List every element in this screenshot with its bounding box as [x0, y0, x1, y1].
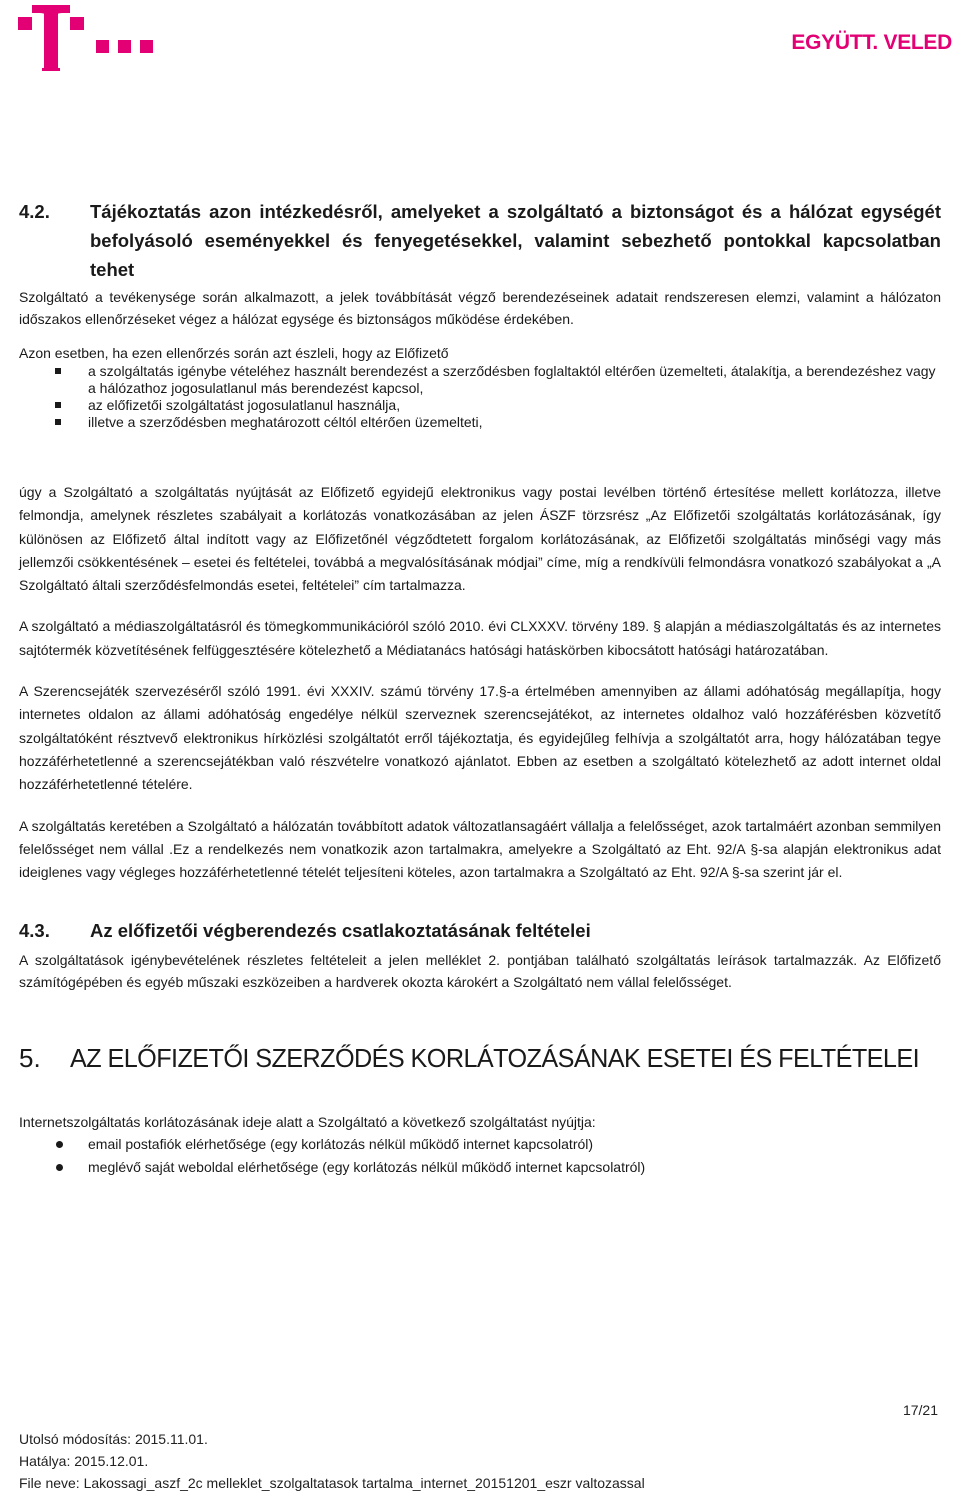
section-title: AZ ELŐFIZETŐI SZERZŐDÉS KORLÁTOZÁSÁNAK ESETEI ÉS FELTÉTELEI	[70, 1043, 920, 1074]
list-item: email postafiók elérhetősége (egy korlátozás nélkül működő internet kapcsolatról)	[19, 1133, 941, 1156]
brand-slogan: EGYÜTT. VELED	[791, 31, 952, 54]
paragraph: A szolgáltató a médiaszolgáltatásról és tömegkommunikációról szóló 2010. évi CLXXXV. törvény 189. § alapján a médiaszolgáltatás és az internetes sajtótermék közvetítésének felfüggesztésére kötelezhető a Médiatanács hatósági hatáskörben kibocsátott hatósági határozatában.	[19, 618, 941, 658]
list-item: a szolgáltatás igénybe vételéhez használt berendezést a szerződésben foglaltaktól eltérően üzemelteti, átalakítja, a berendezéshez vagy a hálózathoz jogosulatlanul más berendezést kapcsol,	[19, 363, 941, 397]
paragraph: A szolgáltatások igénybevételének részletes feltételeit a jelen melléklet 2. pontjában található szolgáltatás leírások tartalmazzák. Az Előfizető számítógépében és egyéb műszaki eszközeiben a hardverek okozta károkért a Szolgáltató nem vállal felelősséget.	[19, 952, 941, 991]
telekom-t-logo-icon	[18, 5, 153, 71]
section-5-heading	[19, 1041, 941, 1075]
section-number: 4.2.	[19, 201, 50, 222]
paragraph: Internetszolgáltatás korlátozásának ideje alatt a Szolgáltató a következő szolgáltatást nyújtja:	[19, 1114, 596, 1131]
document-body	[19, 197, 941, 1179]
section-title: Az előfizetői végberendezés csatlakoztatásának feltételei	[90, 920, 591, 942]
file-name: File neve: Lakossagi_aszf_2c melleklet_szolgaltatasok tartalma_internet_20151201_eszr valtozassal	[19, 1475, 645, 1491]
square-bullet-icon	[55, 402, 61, 408]
list-item: illetve a szerződésben meghatározott céltól eltérően üzemelteti,	[19, 414, 941, 431]
list-item: meglévő saját weboldal elérhetősége (egy korlátozás nélkül működő internet kapcsolatról)	[19, 1156, 941, 1179]
square-bullet-icon	[55, 419, 61, 425]
effective-date: Hatálya: 2015.12.01.	[19, 1453, 149, 1469]
bullet-list	[19, 363, 941, 431]
page-footer	[19, 1428, 645, 1494]
section-title: Tájékoztatás azon intézkedésről, amelyeket a szolgáltató a biztonságot és a hálózat egységét befolyásoló eseményekkel és fenyegetésekkel, valamint sebezhető pontokkal kapcsolatban tehet	[90, 201, 941, 280]
section-number: 4.3.	[19, 920, 50, 942]
paragraph: Azon esetben, ha ezen ellenőrzés során azt észleli, hogy az Előfizető	[19, 345, 449, 361]
section-number: 5.	[19, 1043, 41, 1074]
paragraph: A Szerencsejáték szervezéséről szóló 1991. évi XXXIV. számú törvény 17.§-a értelmében amennyiben az állami adóhatóság megállapítja, hogy internetes oldalon az állami adóhatóság engedélye nélkül szerveznek szerencsejátékot, az internetes oldalhoz való hozzáférésben közvetítő szolgáltatóként résztvevő elektronikus hírközlési szolgáltatót erről tájékoztatja, és egyidejűleg felhívja a szolgáltatót arra, hogy hálózatában tegye hozzáférhetetlenné a szerencsejátékban való részvételre vonatkozó ajánlatot. Ebben az esetben a szolgáltató kötelezhető az adott internet oldal hozzáférhetetlenné tételére.	[19, 683, 941, 793]
paragraph: úgy a Szolgáltató a szolgáltatás nyújtását az Előfizető egyidejű elektronikus vagy postai levélben történő értesítése mellett korlátozza, illetve felmondja, amelynek részletes szabályait a korlátozás vonatkozásában az jelen ÁSZF törzsrész „Az Előfizetői szolgáltatás korlátozásának, így különösen az Előfizető által indított vagy az Előfizetőnél végződtetett forgalom korlátozásának, az Előfizetői szolgáltatás minőségi vagy más jellemzői csökkentésének – esetei és feltételei, továbbá a megvalósításának módjai” címe, míg a rendkívüli felmondásra vonatkozó szabályokat a „A Szolgáltató általi szerződésfelmondás esetei, feltételei” cím tartalmazza.	[19, 484, 941, 594]
bullet-list	[19, 1133, 941, 1179]
round-bullet-icon	[56, 1141, 63, 1148]
list-item: az előfizetői szolgáltatást jogosulatlanul használja,	[19, 397, 941, 414]
paragraph: A szolgáltatás keretében a Szolgáltató a hálózatán továbbított adatok változatlansagáért vállalja a felelősséget, azok tartalmáért azonban semmilyen felelősséget nem vállal .Ez a rendelkezés nem vonatkozik azon tartalmakra, amelyekre a Szolgáltató az Eht. 92/A §-sa alapján elektronikus adat ideiglenes vagy végleges hozzáférhetetlenné tételét teljesíteni köteles, azon tartalmakra a Szolgáltató az Eht. 92/A §-sa szerint jár el.	[19, 817, 941, 881]
section-4-2-heading	[19, 197, 941, 284]
round-bullet-icon	[56, 1164, 63, 1171]
page-number: 17/21	[902, 1402, 938, 1418]
paragraph: Szolgáltató a tevékenysége során alkalmazott, a jelek továbbítását végző berendezéseinek adatait rendszeresen elemzi, valamint a hálózaton időszakos ellenőrzéseket végez a hálózat egysége és biztonságos működése érdekében.	[19, 289, 941, 327]
section-4-3-heading	[19, 916, 941, 945]
last-modified: Utolsó módosítás: 2015.11.01.	[19, 1431, 208, 1447]
square-bullet-icon	[55, 368, 61, 374]
